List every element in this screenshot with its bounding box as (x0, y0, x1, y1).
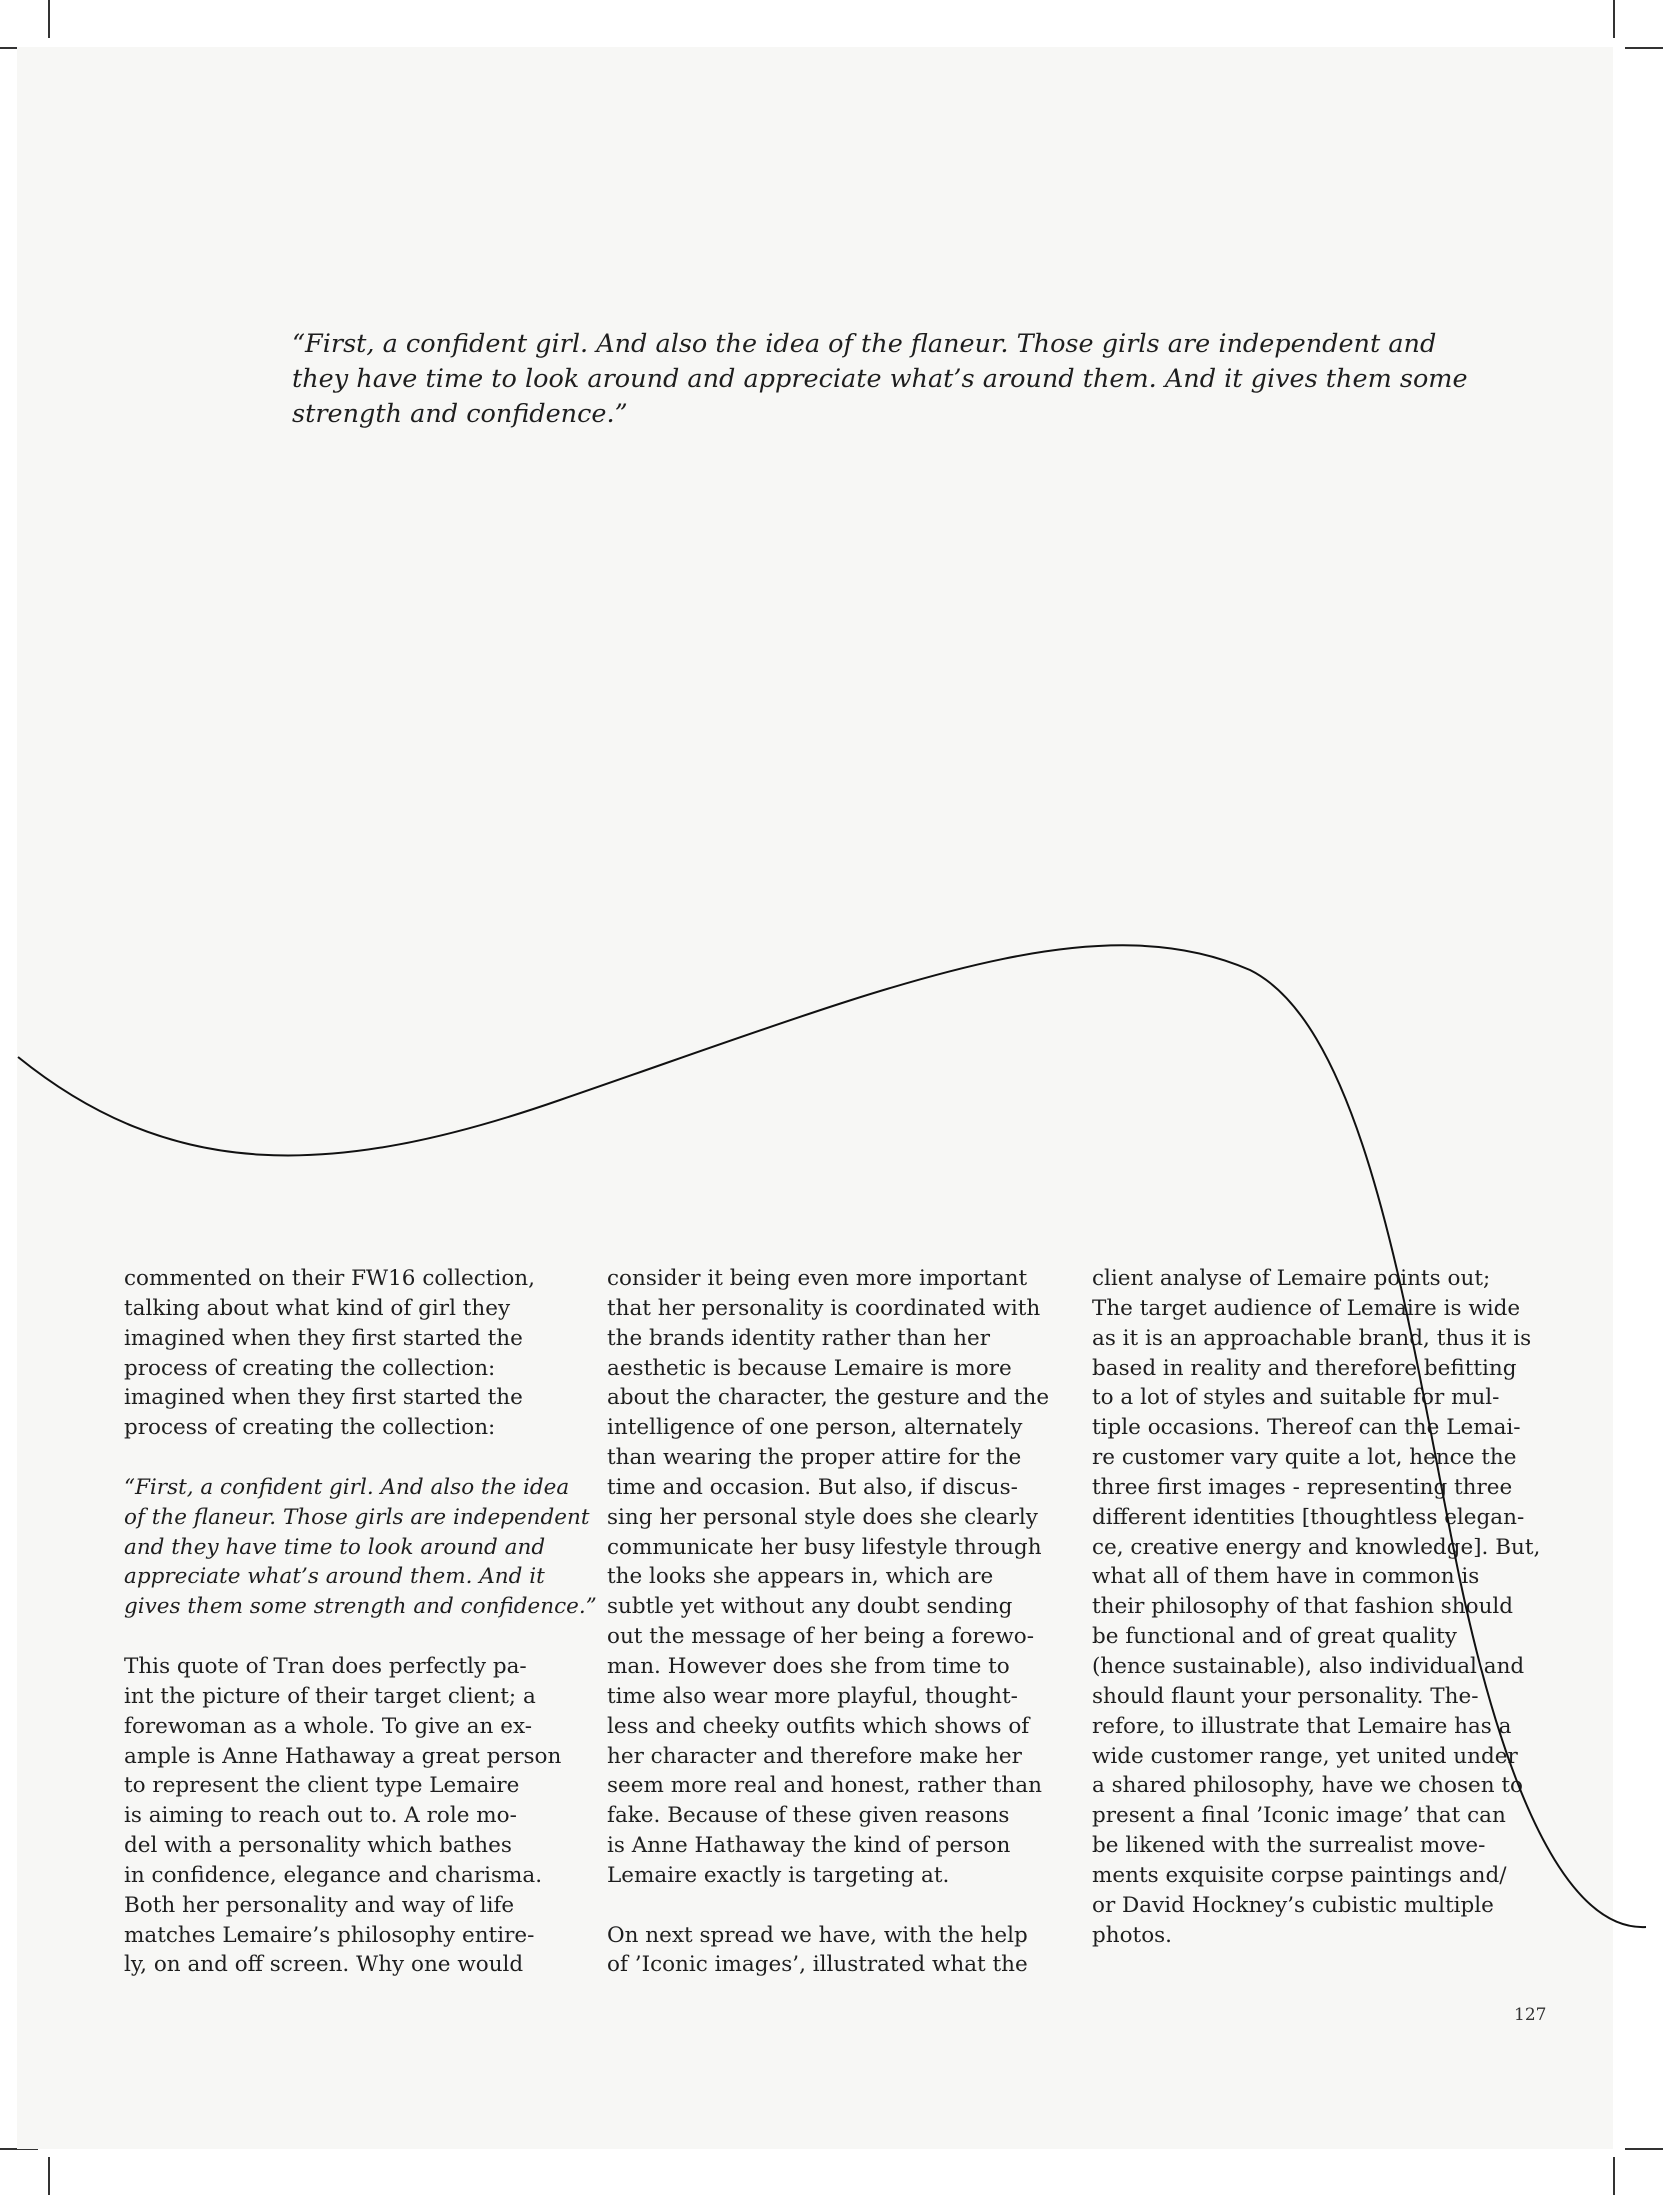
body-text-line: seem more real and honest, rather than (607, 1773, 1042, 1799)
body-text-line: should flaunt your personality. The- (1092, 1683, 1479, 1709)
body-text-line: what all of them have in common is (1092, 1564, 1480, 1590)
body-text-line: int the picture of their target client; a (124, 1683, 536, 1709)
paragraph-gap (124, 1443, 597, 1473)
crop-mark-bottom-right (1613, 2157, 1615, 2195)
pull-quote-line: “First, a confident girl. And also the idea of the flaneur. Those girls are independent and (292, 329, 1437, 359)
body-text-line: aesthetic is because Lemaire is more (607, 1355, 1012, 1381)
body-text-line: ample is Anne Hathaway a great person (124, 1743, 562, 1769)
body-text-line: than wearing the proper attire for the (607, 1445, 1022, 1471)
quote-line: of the flaneur. Those girls are independent (124, 1504, 590, 1530)
body-text-line: This quote of Tran does perfectly pa- (124, 1653, 527, 1679)
crop-mark-right-top (1625, 47, 1663, 49)
body-column-2 (607, 1264, 1049, 1980)
paragraph-gap (124, 1622, 597, 1652)
body-text-line: the brands identity rather than her (607, 1325, 990, 1351)
crop-mark-bottom-left (48, 2157, 50, 2195)
body-text-line: talking about what kind of girl they (124, 1295, 511, 1321)
body-text-line: process of creating the collection: (124, 1415, 496, 1441)
body-text-line: the looks she appears in, which are (607, 1564, 994, 1590)
quote-line: gives them some strength and confidence.” (124, 1594, 597, 1620)
body-text-line: time and occasion. But also, if discus- (607, 1474, 1018, 1500)
body-text-line: ly, on and off screen. Why one would (124, 1952, 524, 1978)
body-text-line: different identities [thoughtless elegan- (1092, 1504, 1525, 1530)
body-text-line: sing her personal style does she clearly (607, 1504, 1038, 1530)
body-text-line: is aiming to reach out to. A role mo- (124, 1803, 517, 1829)
body-text-line: intelligence of one person, alternately (607, 1415, 1023, 1441)
pull-quote-line: strength and confidence.” (292, 399, 628, 429)
body-text-line: man. However does she from time to (607, 1653, 1010, 1679)
body-text-line: in confidence, elegance and charisma. (124, 1862, 543, 1888)
body-text-line: time also wear more playful, thought- (607, 1683, 1018, 1709)
paragraph-gap (607, 1891, 1049, 1921)
body-column-3 (1092, 1264, 1540, 1950)
body-text-line: forewoman as a whole. To give an ex- (124, 1713, 532, 1739)
body-text-line: present a final ’Iconic image’ that can (1092, 1803, 1506, 1829)
body-text-line: ce, creative energy and knowledge]. But, (1092, 1534, 1541, 1560)
body-text-line: fake. Because of these given reasons (607, 1803, 1010, 1829)
quote-line: appreciate what’s around them. And it (124, 1564, 545, 1590)
body-text-line: subtle yet without any doubt sending (607, 1594, 1013, 1620)
body-text-line: commented on their FW16 collection, (124, 1266, 535, 1291)
body-text-line: process of creating the collection: (124, 1355, 496, 1381)
body-text-line: be likened with the surrealist move- (1092, 1833, 1486, 1859)
quote-line: and they have time to look around and (124, 1534, 546, 1560)
body-text-line: based in reality and therefore befitting (1092, 1355, 1517, 1381)
body-text-line: matches Lemaire’s philosophy entire- (124, 1922, 535, 1948)
body-text-line: her character and therefore make her (607, 1743, 1022, 1769)
body-text-line: that her personality is coordinated with (607, 1295, 1041, 1321)
body-text-line: imagined when they first started the (124, 1325, 523, 1351)
pull-quote-line: they have time to look around and appreciate what’s around them. And it gives them some (292, 364, 1468, 394)
body-text-line: del with a personality which bathes (124, 1833, 512, 1859)
body-text-line: tiple occasions. Thereof can the Lemai- (1092, 1415, 1521, 1441)
body-text-line: Lemaire exactly is targeting at. (607, 1862, 950, 1888)
crop-mark-top-right (1613, 0, 1615, 38)
body-text-line: consider it being even more important (607, 1266, 1028, 1291)
pull-quote (292, 327, 1468, 432)
page-number: 127 (1514, 2005, 1547, 2025)
body-text-line: refore, to illustrate that Lemaire has a (1092, 1713, 1512, 1739)
body-text-line: be functional and of great quality (1092, 1624, 1457, 1650)
body-text-line: ments exquisite corpse paintings and/ (1092, 1862, 1507, 1888)
body-text-line: Both her personality and way of life (124, 1892, 515, 1918)
body-text-line: about the character, the gesture and the (607, 1385, 1050, 1411)
body-text-line: less and cheeky outfits which shows of (607, 1713, 1030, 1739)
crop-mark-right-bottom (1625, 2148, 1663, 2150)
body-text-line: to a lot of styles and suitable for mul- (1092, 1385, 1500, 1411)
body-text-line: or David Hockney’s cubistic multiple (1092, 1892, 1494, 1918)
body-text-line: of ’Iconic images’, illustrated what the (607, 1952, 1028, 1978)
body-column-1 (124, 1264, 597, 1980)
quote-line: “First, a confident girl. And also the idea (124, 1474, 570, 1500)
body-text-line: client analyse of Lemaire points out; (1092, 1266, 1491, 1291)
body-text-line: wide customer range, yet united under (1092, 1743, 1518, 1769)
body-text-line: communicate her busy lifestyle through (607, 1534, 1042, 1560)
body-text-line: The target audience of Lemaire is wide (1092, 1295, 1521, 1321)
body-text-line: On next spread we have, with the help (607, 1922, 1028, 1948)
body-text-line: is Anne Hathaway the kind of person (607, 1833, 1011, 1859)
body-text-line: re customer vary quite a lot, hence the (1092, 1445, 1517, 1471)
body-text-line: imagined when they first started the (124, 1385, 523, 1411)
body-text-line: (hence sustainable), also individual and (1092, 1653, 1525, 1679)
body-text-line: as it is an approachable brand, thus it is (1092, 1325, 1532, 1351)
body-text-line: out the message of her being a forewo- (607, 1624, 1035, 1650)
body-text-line: three first images - representing three (1092, 1474, 1513, 1500)
crop-mark-top-left (48, 0, 50, 38)
body-text-line: their philosophy of that fashion should (1092, 1594, 1514, 1620)
body-text-line: to represent the client type Lemaire (124, 1773, 520, 1799)
body-text-line: photos. (1092, 1922, 1173, 1948)
body-text-line: a shared philosophy, have we chosen to (1092, 1773, 1523, 1799)
